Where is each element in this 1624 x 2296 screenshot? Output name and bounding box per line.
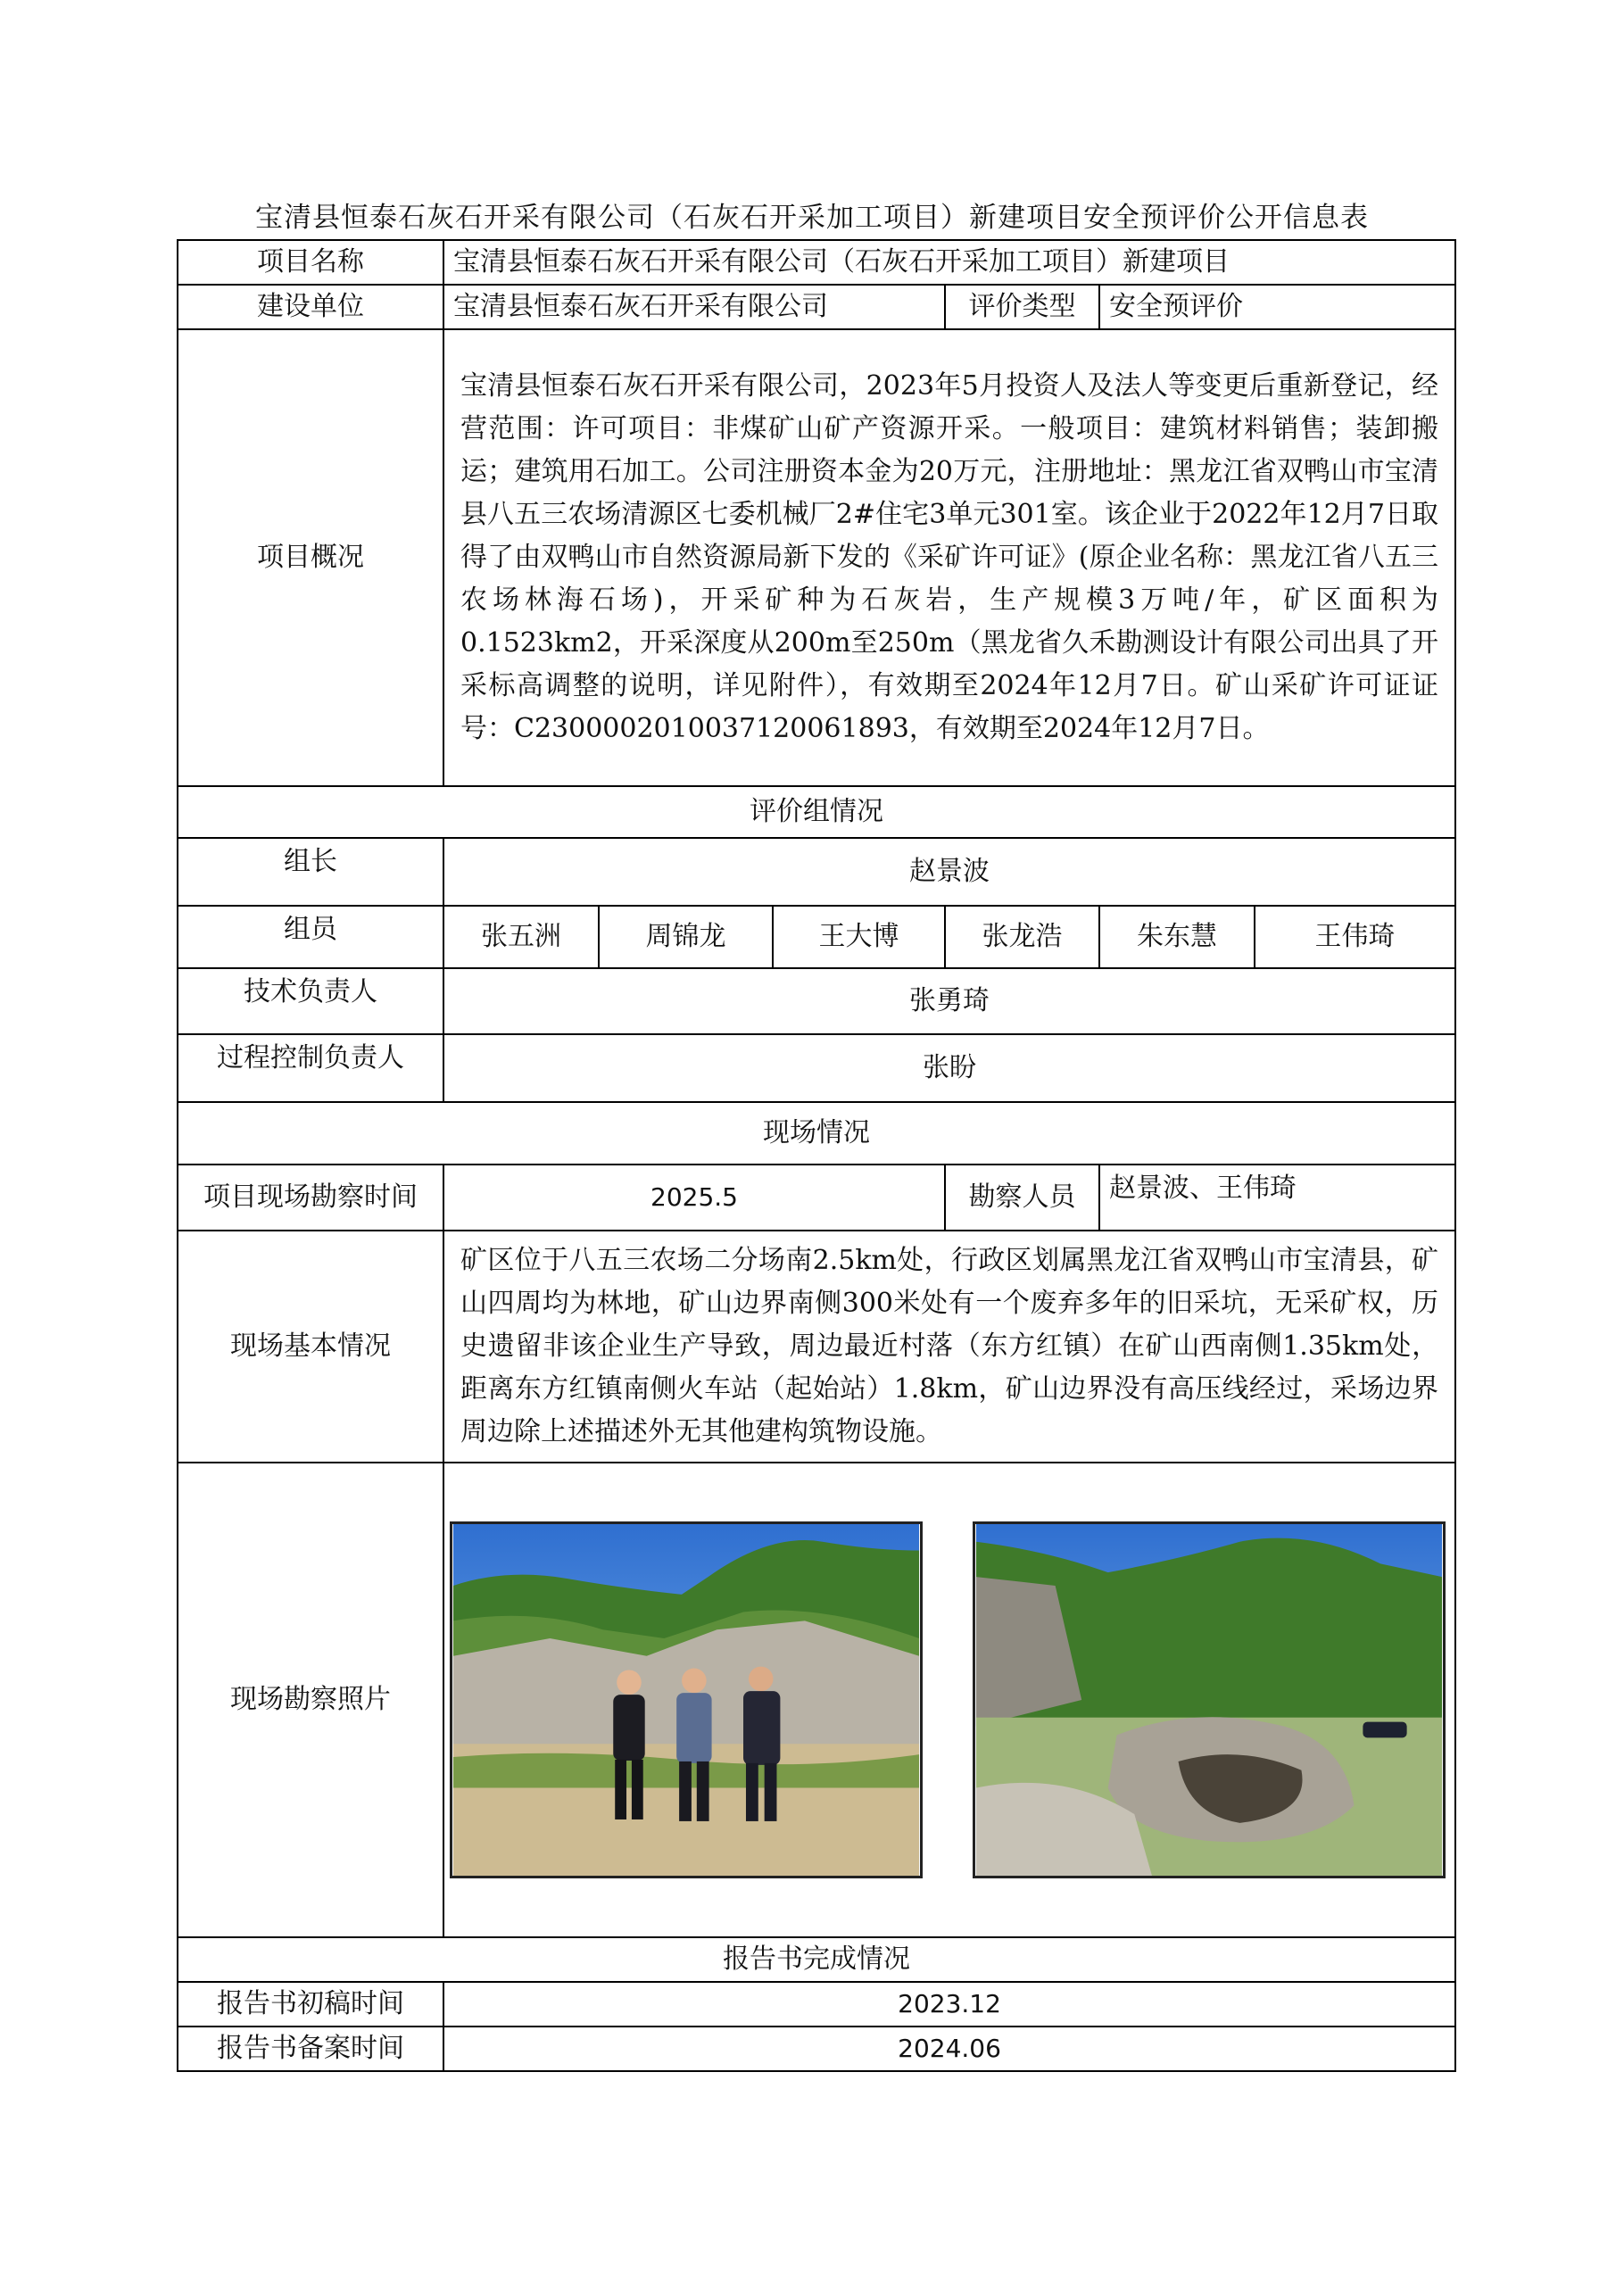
photo-strip	[444, 1521, 1454, 1878]
evaluation-type-label: 评价类型	[945, 285, 1099, 329]
team-member: 王大博	[773, 906, 945, 968]
project-name-value: 宝清县恒泰石灰石开采有限公司（石灰石开采加工项目）新建项目	[443, 240, 1455, 285]
row-team-members	[178, 906, 1455, 968]
team-leader-label: 组长	[178, 838, 443, 906]
construction-unit-label: 建设单位	[178, 285, 443, 329]
team-member: 张龙浩	[945, 906, 1099, 968]
parked-car	[1363, 1722, 1406, 1738]
team-member: 张五洲	[443, 906, 599, 968]
process-control-lead-label: 过程控制负责人	[178, 1034, 443, 1102]
row-team-section	[178, 786, 1455, 838]
survey-time-value: 2025.5	[443, 1165, 945, 1231]
project-overview-text: 宝清县恒泰石灰石开采有限公司，2023年5月投资人及法人等变更后重新登记，经营范围：许可项目：非煤矿山矿产资源开采。一般项目：建筑材料销售；装卸搬运；建筑用石加工。公司注册资本金为20万元，注册地址：黑龙江省双鸭山市宝清县八五三农场清源区七委机械厂2#住宅3单元301室。该企业于2022年12月7日取得了由双鸭山市自然资源局新下发的《采矿许可证》(原企业名称：黑龙江省八五三农场林海石场)，开采矿种为石灰岩，生产规模3万吨/年，矿区面积为0.1523km2，开采深度从200m至250m（黑龙省久禾勘测设计有限公司出具了开采标高调整的说明，详见附件），有效期至2024年12月7日。矿山采矿许可证证号：C2300002010037120061893，有效期至2024年12月7日。	[443, 329, 1455, 786]
team-section-title: 评价组情况	[178, 786, 1455, 838]
project-name-label: 项目名称	[178, 240, 443, 285]
team-member: 王伟琦	[1255, 906, 1455, 968]
site-basic-text: 矿区位于八五三农场二分场南2.5km处，行政区划属黑龙江省双鸭山市宝清县，矿山四周均为林地，矿山边界南侧300米处有一个废弃多年的旧采坑，无采矿权，历史遗留非该企业生产导致，周边最近村落（东方红镇）在矿山西南侧1.35km处，距离东方红镇南侧火车站（起始站）1.8km，矿山边界没有高压线经过，采场边界周边除上述描述外无其他建构筑物设施。	[443, 1231, 1455, 1463]
site-photos-label: 现场勘察照片	[178, 1463, 443, 1937]
row-project-overview	[178, 329, 1455, 786]
site-photos-cell	[443, 1463, 1455, 1937]
row-site-section	[178, 1102, 1455, 1165]
process-control-lead-value: 张盼	[443, 1034, 1455, 1102]
report-filing-value: 2024.06	[443, 2027, 1455, 2071]
row-report-draft	[178, 1982, 1455, 2027]
row-construction-unit	[178, 285, 1455, 329]
row-team-leader	[178, 838, 1455, 906]
team-member: 朱东慧	[1099, 906, 1255, 968]
survey-time-label: 项目现场勘察时间	[178, 1165, 443, 1231]
row-site-photos	[178, 1463, 1455, 1937]
survey-photo-team	[450, 1521, 923, 1878]
report-section-title: 报告书完成情况	[178, 1937, 1455, 1982]
team-members-label: 组员	[178, 906, 443, 968]
project-overview-label: 项目概况	[178, 329, 443, 786]
report-draft-label: 报告书初稿时间	[178, 1982, 443, 2027]
row-site-basic	[178, 1231, 1455, 1463]
row-report-filing	[178, 2027, 1455, 2071]
row-survey-time	[178, 1165, 1455, 1231]
evaluation-type-value: 安全预评价	[1099, 285, 1455, 329]
row-process-control-lead	[178, 1034, 1455, 1102]
technical-lead-label: 技术负责人	[178, 968, 443, 1034]
report-filing-label: 报告书备案时间	[178, 2027, 443, 2071]
technical-lead-value: 张勇琦	[443, 968, 1455, 1034]
team-member: 周锦龙	[599, 906, 773, 968]
report-draft-value: 2023.12	[443, 1982, 1455, 2027]
survey-staff-label: 勘察人员	[945, 1165, 1099, 1231]
site-basic-label: 现场基本情况	[178, 1231, 443, 1463]
survey-staff-value: 赵景波、王伟琦	[1099, 1165, 1455, 1231]
info-table	[177, 239, 1456, 2072]
team-leader-value: 赵景波	[443, 838, 1455, 906]
row-technical-lead	[178, 968, 1455, 1034]
site-section-title: 现场情况	[178, 1102, 1455, 1165]
row-report-section	[178, 1937, 1455, 1982]
row-project-name	[178, 240, 1455, 285]
construction-unit-value: 宝清县恒泰石灰石开采有限公司	[443, 285, 945, 329]
document-title: 宝清县恒泰石灰石开采有限公司（石灰石开采加工项目）新建项目安全预评价公开信息表	[255, 202, 1369, 234]
survey-photo-pit	[973, 1521, 1446, 1878]
